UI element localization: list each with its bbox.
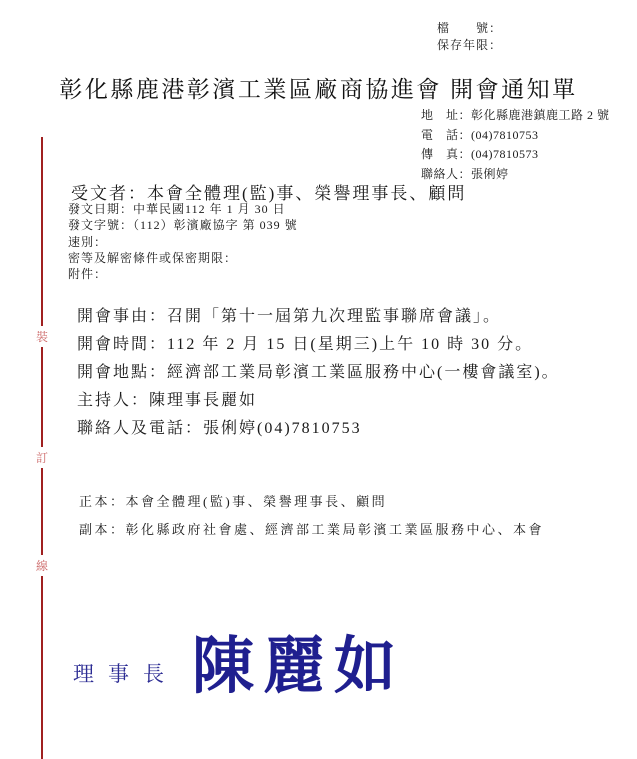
- org-contact-label: 聯絡人：: [421, 166, 472, 181]
- meeting-place-label: 開會地點：: [77, 364, 168, 381]
- issue-date-value: 中華民國112 年 1 月 30 日: [133, 202, 286, 216]
- issue-date-label: 發文日期：: [68, 202, 134, 216]
- meeting-contact-label: 聯絡人及電話：: [77, 420, 204, 437]
- org-address-value: 彰化縣鹿港鎮鹿工路 2 號: [471, 108, 610, 122]
- meeting-chair-row: [77, 387, 560, 415]
- meeting-subject-row: [77, 303, 560, 331]
- security-label: 密等及解密條件或保密期限：: [68, 250, 238, 265]
- org-address-row: [421, 106, 610, 126]
- binding-mark-ding: 訂: [34, 447, 50, 468]
- recipient-value: 本會全體理(監)事、榮譽理事長、顧問: [147, 184, 467, 203]
- meeting-chair-label: 主持人：: [77, 392, 150, 409]
- meeting-contact-row: [77, 415, 560, 443]
- distribution-original-label: 正本：: [79, 494, 126, 509]
- archive-block: [437, 20, 502, 54]
- attachment-label: 附件：: [68, 267, 108, 282]
- meeting-subject-value: 召開「第十一屆第九次理監事聯席會議」。: [167, 308, 502, 325]
- org-address-label: 地 址：: [421, 108, 472, 122]
- meeting-details-block: [77, 303, 560, 443]
- org-phone-row: [421, 126, 610, 146]
- signature-title: 理事長: [73, 662, 178, 686]
- distribution-copy-row: [79, 519, 544, 538]
- issue-date-row: [68, 201, 298, 217]
- distribution-original-row: [79, 491, 387, 510]
- admin-fields-block: [68, 201, 298, 282]
- meeting-time-label: 開會時間：: [77, 336, 168, 353]
- recipient-label: 受文者：: [71, 184, 147, 203]
- meeting-place-row: [77, 359, 560, 387]
- org-phone-value: (04)7810753: [471, 127, 539, 142]
- attachment-row: [68, 266, 298, 282]
- distribution-original-value: 本會全體理(監)事、榮譽理事長、顧問: [125, 494, 388, 509]
- page-title: 彰化縣鹿港彰濱工業區廠商協進會 開會通知單: [59, 77, 578, 102]
- meeting-place-value: 經濟部工業局彰濱工業區服務中心(一樓會議室)。: [167, 364, 560, 381]
- org-fax-row: [421, 145, 610, 165]
- retention-period-label: 保存年限：: [437, 38, 503, 52]
- org-contact-value: 張俐婷: [471, 166, 509, 181]
- doc-number-row: [68, 217, 298, 233]
- doc-number-label: 發文字號：: [68, 218, 134, 233]
- speed-label: 速別：: [68, 234, 108, 249]
- meeting-time-value: 112 年 2 月 15 日(星期三)上午 10 時 30 分。: [167, 336, 534, 353]
- meeting-subject-label: 開會事由：: [77, 308, 168, 325]
- file-number-label: 檔 號：: [437, 21, 503, 35]
- meeting-contact-value: 張俐婷(04)7810753: [203, 420, 362, 437]
- org-info-block: [421, 106, 610, 184]
- meeting-chair-value: 陳理事長麗如: [149, 392, 258, 409]
- speed-row: [68, 234, 298, 250]
- org-fax-label: 傳 真：: [421, 147, 472, 161]
- binding-mark-xian: 線: [34, 555, 50, 576]
- signature-name: 陳麗如: [192, 633, 406, 701]
- security-row: [68, 250, 298, 266]
- distribution-copy-value: 彰化縣政府社會處、經濟部工業局彰濱工業區服務中心、本會: [125, 522, 545, 537]
- meeting-time-row: [77, 331, 560, 359]
- org-phone-label: 電 話：: [421, 127, 472, 142]
- doc-number-value: （112）彰濱廠協字 第 039 號: [133, 218, 298, 233]
- binding-mark-zhuang: 裝: [34, 326, 50, 347]
- distribution-copy-label: 副本：: [79, 522, 126, 537]
- org-fax-value: (04)7810573: [471, 147, 539, 161]
